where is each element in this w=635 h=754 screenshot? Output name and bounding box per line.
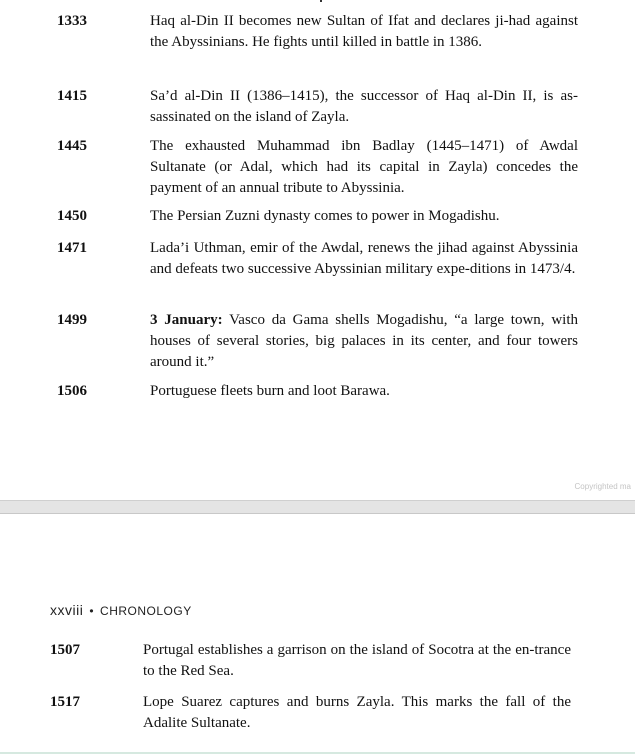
entry-year: 1333 — [57, 13, 87, 29]
copyright-watermark: Copyrighted ma — [574, 482, 631, 491]
chronology-entry — [57, 381, 578, 402]
chronology-entry — [50, 692, 571, 734]
chronology-entry — [57, 86, 578, 128]
entry-text-body: Vasco da Gama shells Mogadishu, “a large town, with houses of several stories, big palaces in its center, and four towers around it.” — [150, 312, 578, 370]
entry-year: 1517 — [50, 694, 80, 710]
entry-year: 1499 — [57, 312, 87, 328]
entry-year: 1445 — [57, 138, 87, 154]
page-number: xxviii — [50, 602, 84, 618]
entry-text: Lada’i Uthman, emir of the Awdal, renews the jihad against Abyssinia and defeats two successive Abyssinian military expe-ditions in 1473/4. — [150, 240, 578, 277]
entry-year: 1471 — [57, 240, 87, 256]
bullet-separator: • — [89, 604, 95, 618]
entry-text: The exhausted Muhammad ibn Badlay (1445–1471) of Awdal Sultanate (or Adal, which had its capital in Zayla) concedes the payment of an annual tribute to Abyssinia. — [150, 138, 578, 196]
entry-text: Portugal establishes a garrison on the island of Socotra at the en-trance to the Red Sea. — [143, 642, 571, 679]
entry-text: Sa’d al-Din II (1386–1415), the successor of Haq al-Din II, is as-sassinated on the island of Zayla. — [150, 88, 578, 125]
chronology-entry — [57, 11, 578, 53]
chronology-entry — [57, 310, 578, 373]
entry-text: Lope Suarez captures and burns Zayla. This marks the fall of the Adalite Sultanate. — [143, 694, 571, 731]
chronology-entry — [57, 238, 578, 280]
chronology-entry — [50, 640, 571, 682]
page-separator — [0, 500, 635, 514]
page-edge-mark — [320, 0, 322, 2]
entry-year: 1507 — [50, 642, 80, 658]
entry-text: Haq al-Din II becomes new Sultan of Ifat and declares ji-had against the Abyssinians. He fights until killed in battle in 1386. — [150, 13, 578, 50]
running-head — [50, 602, 192, 618]
bottom-page — [0, 513, 635, 754]
entry-year: 1450 — [57, 208, 87, 224]
entry-text — [150, 310, 578, 373]
section-title: CHRONOLOGY — [100, 604, 192, 618]
entry-date-lead: 3 January: — [150, 312, 223, 328]
entry-text: Portuguese fleets burn and loot Barawa. — [150, 383, 390, 399]
entry-year: 1415 — [57, 88, 87, 104]
entry-year: 1506 — [57, 383, 87, 399]
chronology-entry — [57, 206, 578, 227]
entry-text: The Persian Zuzni dynasty comes to power in Mogadishu. — [150, 208, 500, 224]
chronology-entry — [57, 136, 578, 199]
